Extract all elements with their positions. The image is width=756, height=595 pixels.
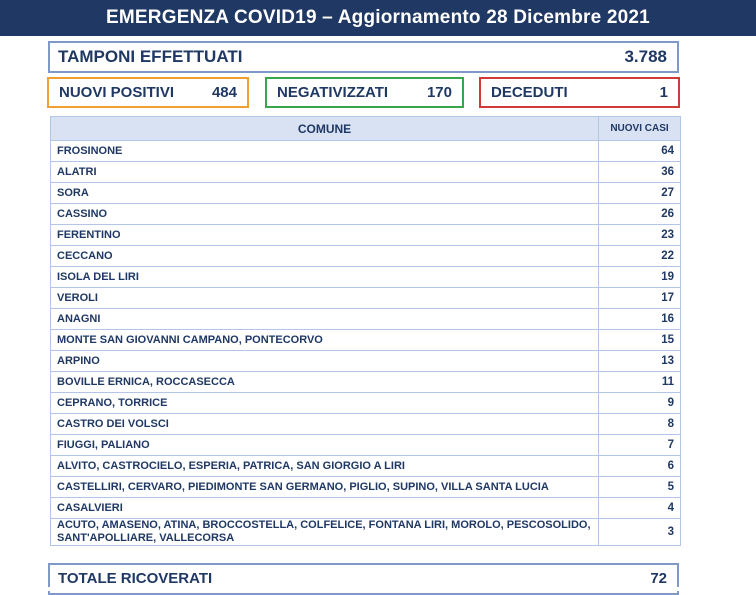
- column-header-nuovi-casi: NUOVI CASI: [599, 117, 681, 141]
- deceduti-value: 1: [659, 84, 668, 101]
- comune-cell: FERENTINO: [51, 225, 599, 246]
- table-row: [51, 519, 681, 546]
- nuovi-casi-cell: 9: [599, 393, 681, 414]
- tamponi-value: 3.788: [624, 47, 667, 66]
- table-row: [51, 309, 681, 330]
- comune-cell: ACUTO, AMASENO, ATINA, BROCCOSTELLA, COLFELICE, FONTANA LIRI, MOROLO, PESCOSOLIDO, SANT'APOLLIARE, VALLECORSA: [51, 519, 599, 546]
- deceduti-box: [479, 77, 680, 108]
- comune-cell: CEPRANO, TORRICE: [51, 393, 599, 414]
- nuovi-casi-cell: 26: [599, 204, 681, 225]
- comune-cell: ANAGNI: [51, 309, 599, 330]
- nuovi-casi-cell: 17: [599, 288, 681, 309]
- nuovi-casi-cell: 19: [599, 267, 681, 288]
- tamponi-label: TAMPONI EFFETTUATI: [58, 47, 243, 66]
- table-row: [51, 456, 681, 477]
- table-row: [51, 225, 681, 246]
- negativizzati-value: 170: [426, 84, 452, 101]
- table-row: [51, 141, 681, 162]
- table-row: [51, 204, 681, 225]
- report-header: [0, 0, 756, 36]
- negativizzati-label: NEGATIVIZZATI: [277, 84, 389, 101]
- comune-cell: ALATRI: [51, 162, 599, 183]
- nuovi-casi-cell: 23: [599, 225, 681, 246]
- table-row: [51, 477, 681, 498]
- comune-cell: VEROLI: [51, 288, 599, 309]
- nuovi-positivi-label: NUOVI POSITIVI: [59, 84, 175, 101]
- tamponi-box: [48, 41, 679, 73]
- report-title: EMERGENZA COVID19 – Aggiornamento 28 Dicembre 2021: [106, 7, 650, 28]
- nuovi-casi-cell: 22: [599, 246, 681, 267]
- table-row: [51, 162, 681, 183]
- table-row: [51, 393, 681, 414]
- nuovi-casi-cell: 27: [599, 183, 681, 204]
- table-row: [51, 435, 681, 456]
- nuovi-casi-cell: 7: [599, 435, 681, 456]
- nuovi-positivi-value: 484: [211, 84, 237, 101]
- nuovi-casi-cell: 13: [599, 351, 681, 372]
- comune-cell: ISOLA DEL LIRI: [51, 267, 599, 288]
- nuovi-casi-cell: 5: [599, 477, 681, 498]
- table-row: [51, 246, 681, 267]
- nuovi-casi-cell: 3: [599, 519, 681, 546]
- nuovi-casi-cell: 64: [599, 141, 681, 162]
- table-row: [51, 183, 681, 204]
- table-row: [51, 267, 681, 288]
- table-row: [51, 414, 681, 435]
- table-header-row: [51, 117, 681, 141]
- nuovi-casi-cell: 6: [599, 456, 681, 477]
- totale-ricoverati-value: 72: [650, 570, 667, 587]
- negativizzati-box: [265, 77, 464, 108]
- comune-cell: ALVITO, CASTROCIELO, ESPERIA, PATRICA, SAN GIORGIO A LIRI: [51, 456, 599, 477]
- totale-ricoverati-label: TOTALE RICOVERATI: [58, 570, 213, 587]
- comune-cell: FIUGGI, PALIANO: [51, 435, 599, 456]
- table-row: [51, 288, 681, 309]
- bottom-edge: [0, 587, 756, 591]
- nuovi-positivi-box: [47, 77, 249, 108]
- nuovi-casi-cell: 15: [599, 330, 681, 351]
- comune-cell: SORA: [51, 183, 599, 204]
- nuovi-casi-cell: 36: [599, 162, 681, 183]
- comune-cell: CASALVIERI: [51, 498, 599, 519]
- table-row: [51, 330, 681, 351]
- nuovi-casi-cell: 16: [599, 309, 681, 330]
- table-row: [51, 351, 681, 372]
- comune-cell: CASTRO DEI VOLSCI: [51, 414, 599, 435]
- nuovi-casi-cell: 11: [599, 372, 681, 393]
- comune-cell: ARPINO: [51, 351, 599, 372]
- comune-cell: MONTE SAN GIOVANNI CAMPANO, PONTECORVO: [51, 330, 599, 351]
- column-header-comune: COMUNE: [51, 117, 599, 141]
- nuovi-casi-cell: 8: [599, 414, 681, 435]
- comune-cell: CASSINO: [51, 204, 599, 225]
- comune-cell: CASTELLIRI, CERVARO, PIEDIMONTE SAN GERMANO, PIGLIO, SUPINO, VILLA SANTA LUCIA: [51, 477, 599, 498]
- deceduti-label: DECEDUTI: [491, 84, 568, 101]
- cases-table: [50, 116, 681, 546]
- comune-cell: CECCANO: [51, 246, 599, 267]
- table-row: [51, 498, 681, 519]
- comune-cell: BOVILLE ERNICA, ROCCASECCA: [51, 372, 599, 393]
- table-row: [51, 372, 681, 393]
- nuovi-casi-cell: 4: [599, 498, 681, 519]
- comune-cell: FROSINONE: [51, 141, 599, 162]
